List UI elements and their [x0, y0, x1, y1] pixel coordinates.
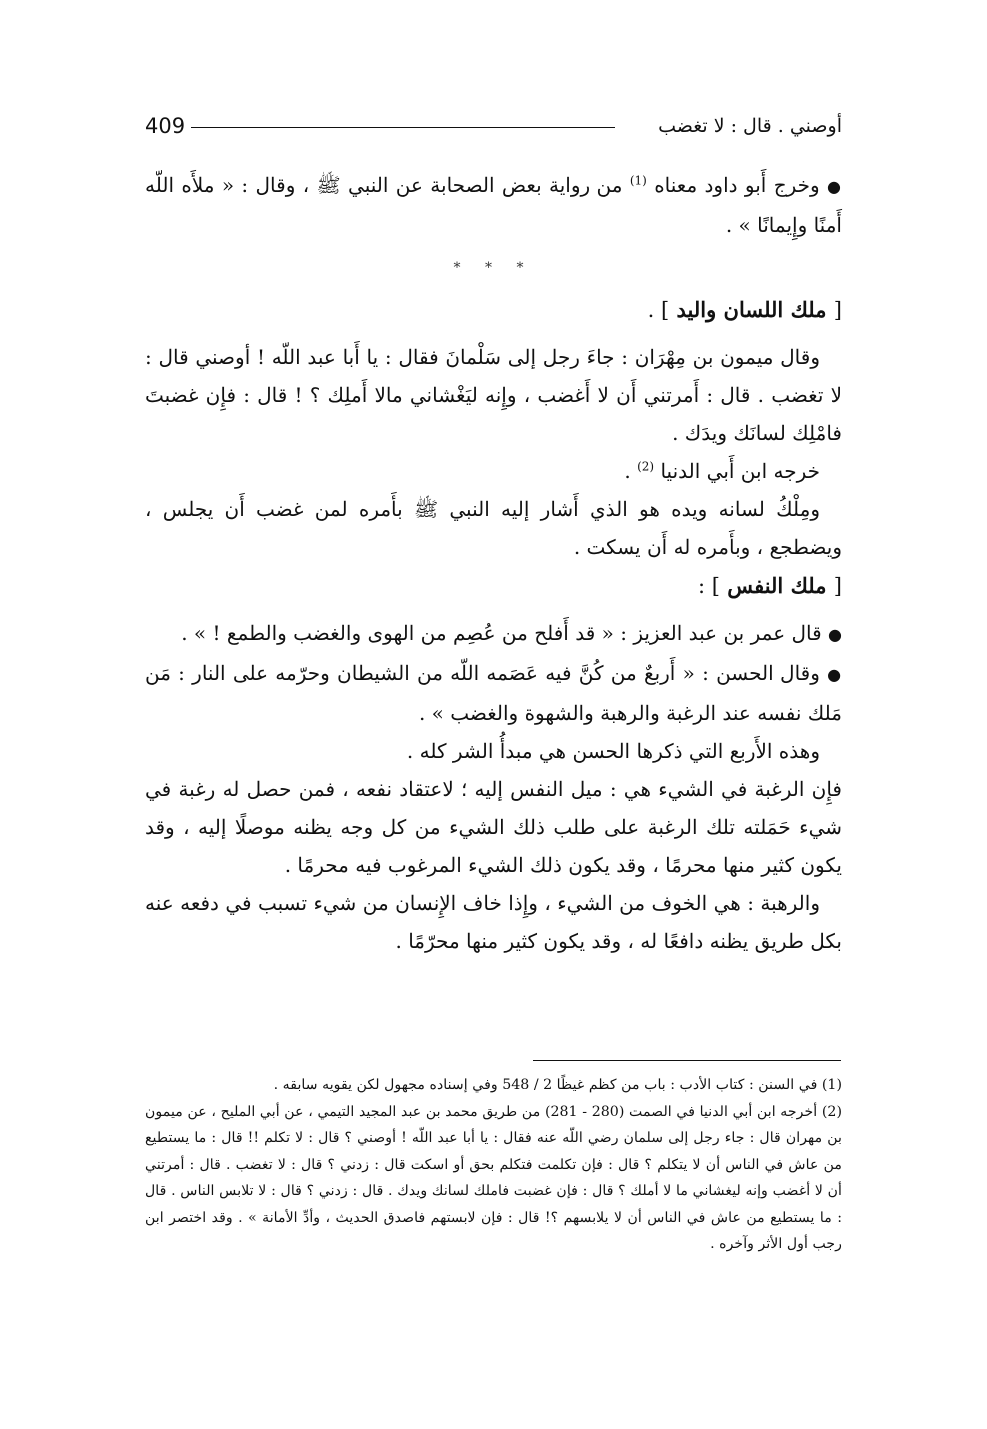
paragraph-abu-dawud	[145, 166, 842, 244]
section-heading-self	[145, 566, 842, 606]
page-number: 409	[145, 114, 186, 138]
heading-title: ملك اللسان واليد	[676, 297, 827, 322]
paragraph-self-control: ومِلْكُ لسانه ويده هو الذي أَشار إليه النبي ﷺ بأَمره لمن غضب أَن يجلس ، ويضطجع ، وبأَمره له أَن يسكت .	[145, 497, 842, 559]
paragraph-end: .	[624, 459, 631, 483]
bracket-close: ] :	[698, 574, 720, 598]
footnote-ref-1[interactable]: (1)	[629, 173, 647, 188]
bracket-close: ] .	[647, 298, 670, 322]
bracket-open: [	[833, 298, 842, 322]
heading-title: ملك النفس	[727, 573, 827, 598]
paragraph-umar	[145, 614, 842, 654]
section-separator: * * *	[453, 260, 534, 276]
footnote-rule	[533, 1060, 841, 1061]
paragraph-hasan	[145, 654, 842, 732]
footnote-ref-2[interactable]: (2)	[637, 459, 655, 474]
footnote-2: (2) أخرجه ابن أبي الدنيا في الصمت (280 - 281) من طريق محمد بن عبد المجيد التيمي ، عن أبي المليح ، عن ميمون بن مهران قال : جاء رجل إلى سلمان رضي اللّه عنه فقال : يا أبا عبد اللّه ! أوصني ؟ قال : لا تكلم !! قال : ما يستطيع من عاش في الناس أن لا يتكلم ؟ قال : فإن تكلمت فتكلم بحق أو اسكت قال : زدني ؟ قال : لا تغضب . قال : أمرتني أن لا أغضب وإنه ليغشاني ما لا أملك ؟ قال : فإن غضبت فاملك لسانك ويدك . قال : زدني ؟ قال : لا تلابس الناس . قال : ما يستطيع من عاش في الناس أن لا يلابسهم ؟! قال : فإن لابستهم فاصدق الحديث ، وأدِّ الأمانة » . وقد اختصر ابن رجب أول الأثر وآخره .	[145, 1103, 842, 1252]
paragraph-text: وقال الحسن : « أَربعٌ من كُنَّ فيه عَصَمه اللّه من الشيطان وحرّمه على النار : مَن مَلك نفسه عند الرغبة والرهبة والشهوة والغضب » .	[145, 661, 842, 725]
paragraph-text: من رواية بعض الصحابة عن النبي ﷺ ، وقال : « ملأَه اللّه أَمنًا وإِيمانًا » .	[145, 173, 842, 237]
paragraph-maymun: وقال ميمون بن مِهْرَان : جاءَ رجل إلى سَلْمانَ فقال : يا أَبا عبد اللّه ! أوصني قال : لا تغضب . قال : أَمرتني أَن لا أَغضب ، وإِنه ليَغْشاني مالا أَملِك ؟ ! قال : فإِن غضبتَ فامْلِك لسانَك ويدَك .	[145, 345, 842, 445]
main-text	[145, 166, 842, 960]
paragraph-text: قال عمر بن عبد العزيز : « قد أَفلح من عُصِم من الهوى والغضب والطمع ! » .	[181, 621, 822, 645]
paragraph-fear: والرهبة : هي الخوف من الشيء ، وإِذا خاف الإِنسان من شيء تسبب في دفعه عنه بكل طريق يظنه دافعًا له ، وقد يكون كثير منها محرّمًا .	[145, 891, 842, 953]
paragraph-text: خرجه ابن أَبي الدنيا	[660, 459, 820, 483]
bullet-icon: ●	[828, 625, 842, 644]
footnotes	[145, 1072, 842, 1258]
bullet-icon: ●	[827, 665, 843, 684]
paragraph-text: وخرج أَبو داود معناه	[654, 173, 820, 197]
page-header	[145, 112, 842, 142]
section-heading-tongue-hand	[145, 290, 842, 330]
running-title: أوصني . قال : لا تغضب	[658, 115, 842, 137]
bracket-open: [	[833, 574, 842, 598]
footnote-1: (1) في السنن : كتاب الأدب : باب من كظم غيظًا 2 / 548 وفي إسناده مجهول لكن يقويه سابقه .	[273, 1077, 842, 1093]
paragraph-desire: فإِن الرغبة في الشيء هي : ميل النفس إليه ؛ لاعتقاد نفعه ، فمن حصل له رغبة في شيء حَمَلته تلك الرغبة على طلب ذلك الشيء من كل وجه يظنه موصلًا إليه ، وقد يكون كثير منها محرمًا ، وقد يكون ذلك الشيء المرغوب فيه محرمًا .	[145, 777, 842, 877]
paragraph-ibn-abi-dunya	[145, 452, 842, 490]
paragraph-four-origins: وهذه الأَربع التي ذكرها الحسن هي مبدأُ الشر كله .	[406, 739, 820, 763]
header-rule	[191, 127, 615, 128]
bullet-icon: ●	[827, 177, 843, 196]
